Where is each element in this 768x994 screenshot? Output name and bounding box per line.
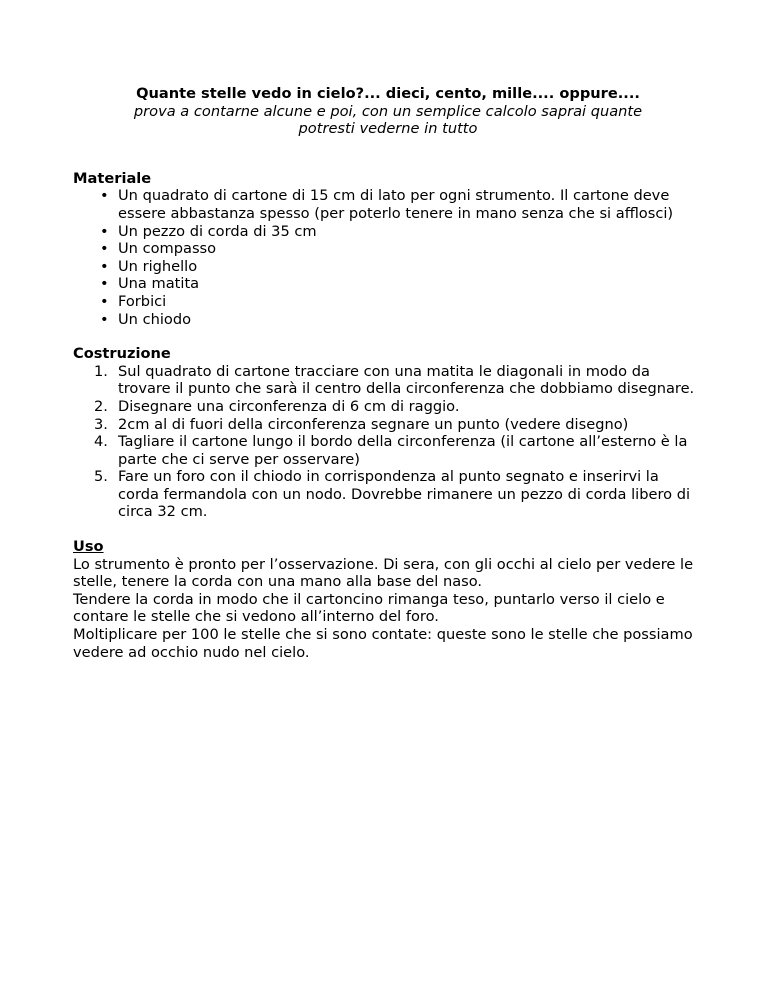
bullet-icon: •: [100, 222, 109, 240]
list-item: [100, 275, 703, 293]
list-item-text: Un quadrato di cartone di 15 cm di lato per ogni strumento. Il cartone deve essere abbastanza spesso (per poterlo tenere in mano senza che si afflosci): [118, 187, 674, 222]
step-text: Sul quadrato di cartone tracciare con una matita le diagonali in modo da trovare il punto che sarà il centro della circonferenza che dobbiamo disegnare.: [118, 362, 695, 398]
bullet-icon: •: [100, 240, 109, 258]
list-item-text: Un pezzo di corda di 35 cm: [118, 222, 317, 240]
list-item-text: Una matita: [118, 275, 200, 293]
step-text: Fare un foro con il chiodo in corrispondenza al punto segnato e inserirvi la corda fermandola con un nodo. Dovrebbe rimanere un pezzo di corda libero di circa 32 cm.: [118, 468, 691, 521]
step-item: [94, 433, 703, 468]
list-item: [100, 187, 703, 222]
document-title: Quante stelle vedo in cielo?... dieci, cento, mille.... oppure....: [136, 85, 640, 102]
uso-paragraph: Moltiplicare per 100 le stelle che si sono contate: queste sono le stelle che possiamo vedere ad occhio nudo nel cielo.: [73, 626, 693, 661]
step-text: Disegnare una circonferenza di 6 cm di raggio.: [118, 397, 460, 415]
materiale-list: [73, 187, 703, 328]
step-number: 3.: [94, 415, 108, 433]
title-block: [73, 85, 703, 138]
uso-paragraph: Lo strumento è pronto per l’osservazione. Di sera, con gli occhi al cielo per vedere le stelle, tenere la corda con una mano alla base del naso.: [73, 555, 694, 591]
step-number: 2.: [94, 397, 108, 415]
list-item: [100, 257, 703, 276]
materiale-heading: Materiale: [73, 169, 152, 187]
bullet-icon: •: [100, 187, 109, 205]
list-item: [100, 292, 703, 311]
step-text: 2cm al di fuori della circonferenza segnare un punto (vedere disegno): [118, 415, 629, 433]
bullet-icon: •: [100, 292, 109, 310]
step-text: Tagliare il cartone lungo il bordo della circonferenza (il cartone all’esterno è la parte che ci serve per osservare): [118, 433, 688, 468]
costruzione-heading: Costruzione: [73, 345, 171, 363]
step-number: 4.: [94, 433, 108, 451]
uso-paragraph: Tendere la corda in modo che il cartoncino rimanga teso, puntarlo verso il cielo e contare le stelle che si vedono all’interno del foro.: [73, 590, 665, 626]
document-page: [73, 85, 703, 661]
step-number: 1.: [94, 362, 108, 380]
section-costruzione: [73, 345, 703, 521]
list-item: [100, 222, 703, 241]
bullet-icon: •: [100, 275, 109, 293]
costruzione-steps: [73, 363, 703, 521]
step-number: 5.: [94, 468, 108, 486]
step-item: [94, 397, 703, 416]
section-materiale: [73, 170, 703, 328]
document-subtitle: prova a contarne alcune e poi, con un semplice calcolo saprai quante potresti vederne in tutto: [133, 102, 643, 138]
step-item: [94, 415, 703, 434]
list-item-text: Un chiodo: [118, 310, 192, 328]
bullet-icon: •: [100, 310, 109, 328]
list-item-text: Un compasso: [118, 240, 217, 258]
uso-heading: Uso: [73, 538, 104, 556]
list-item: [100, 310, 703, 329]
list-item-text: Forbici: [118, 292, 167, 310]
section-uso: [73, 538, 703, 661]
list-item-text: Un righello: [118, 257, 198, 275]
step-item: [94, 362, 703, 398]
step-item: [94, 468, 703, 521]
bullet-icon: •: [100, 257, 109, 275]
list-item: [100, 240, 703, 258]
